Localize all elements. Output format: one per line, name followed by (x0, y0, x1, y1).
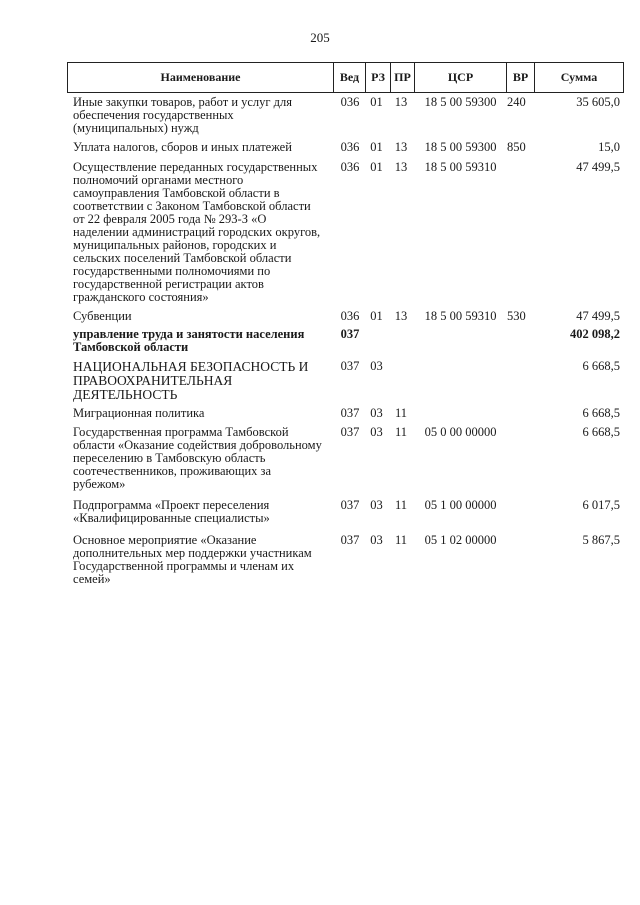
row-ved: 037 (340, 498, 360, 512)
row-pr: 11 (394, 406, 408, 420)
row-pr: 13 (394, 309, 408, 323)
row-sum: 402 098,2 (570, 327, 620, 341)
row-sum: 6 668,5 (582, 425, 620, 439)
row-vr (505, 328, 533, 354)
row-rz: 03 (370, 425, 383, 439)
row-pr: 11 (394, 533, 408, 547)
row-sum: 47 499,5 (576, 309, 620, 323)
table-row (67, 499, 624, 525)
row-sum: 35 605,0 (576, 95, 620, 109)
row-name: Осуществление переданных государственных полномочий органами местного самоуправления Тамбовской области в соответствии с Законом Тамбовской области от 22 февраля 2005 года № 293-З «О наделении администраций городских округов, муниципальных районов, городских и сельских поселений Тамбовской области государственными полномочиями по государственной регистрации актов гражданского состояния» (73, 160, 321, 304)
row-pr: 13 (394, 95, 408, 109)
row-name: Субвенции (73, 309, 132, 323)
row-name: Государственная программа Тамбовской области «Оказание содействия добровольному переселению в Тамбовскую область соотечественников, проживающих за рубежом» (73, 425, 322, 491)
row-pr: 11 (394, 425, 408, 439)
row-sum: 5 867,5 (582, 533, 620, 547)
row-ved: 037 (340, 406, 360, 420)
table-row (67, 161, 624, 304)
row-pr (389, 360, 413, 402)
header-ved: Вед (333, 63, 365, 92)
row-name: Миграционная политика (73, 406, 205, 420)
table-row (67, 141, 624, 154)
header-csr: ЦСР (414, 63, 506, 92)
row-ved: 037 (340, 533, 360, 547)
row-name: Иные закупки товаров, работ и услуг для обеспечения государственных (муниципальных) нужд (73, 95, 293, 135)
table-row (67, 310, 624, 323)
row-csr: 18 5 00 59300 (424, 95, 497, 109)
header-rz: РЗ (365, 63, 390, 92)
row-vr (505, 360, 533, 402)
page-number: 205 (310, 30, 330, 45)
table-row (67, 407, 624, 420)
row-rz: 03 (370, 359, 383, 373)
row-ved: 036 (340, 309, 360, 323)
row-ved: 037 (340, 327, 360, 341)
table-row (67, 534, 624, 586)
row-name: Уплата налогов, сборов и иных платежей (73, 140, 292, 154)
row-name: НАЦИОНАЛЬНАЯ БЕЗОПАСНОСТЬ И ПРАВООХРАНИТЕЛЬНАЯ ДЕЯТЕЛЬНОСТЬ (73, 359, 309, 402)
row-vr: 850 (507, 140, 526, 154)
header-vr: ВР (506, 63, 534, 92)
row-sum: 15,0 (598, 140, 620, 154)
row-pr: 11 (394, 498, 408, 512)
row-vr: 240 (507, 95, 526, 109)
row-pr: 13 (394, 140, 408, 154)
row-rz: 01 (370, 140, 383, 154)
header-sum: Сумма (534, 63, 623, 92)
row-pr: 13 (394, 160, 408, 174)
row-ved: 036 (340, 160, 360, 174)
row-rz: 01 (370, 309, 383, 323)
row-csr: 18 5 00 59300 (424, 140, 497, 154)
table-row (67, 328, 624, 354)
row-csr: 18 5 00 59310 (424, 160, 497, 174)
row-rz: 03 (370, 406, 383, 420)
row-sum: 6 668,5 (582, 406, 620, 420)
row-csr (413, 360, 505, 402)
row-rz (364, 328, 389, 354)
row-ved: 037 (340, 359, 360, 373)
row-vr (505, 161, 533, 304)
row-name: Основное мероприятие «Оказание дополнительных мер поддержки участникам Государственной программы и членам их семей» (73, 533, 312, 586)
table-header (67, 62, 624, 93)
row-csr (413, 407, 505, 420)
row-csr (413, 328, 505, 354)
row-ved: 037 (340, 425, 360, 439)
row-vr (505, 426, 533, 491)
row-sum: 6 017,5 (582, 498, 620, 512)
row-sum: 47 499,5 (576, 160, 620, 174)
row-pr (389, 328, 413, 354)
header-pr: ПР (390, 63, 414, 92)
row-rz: 03 (370, 533, 383, 547)
row-vr (505, 499, 533, 525)
row-csr: 05 1 02 00000 (424, 533, 497, 547)
row-csr: 05 0 00 00000 (424, 425, 497, 439)
row-name: управление труда и занятости населения Тамбовской области (73, 327, 305, 354)
table-row (67, 360, 624, 402)
row-rz: 01 (370, 95, 383, 109)
header-name: Наименование (160, 70, 241, 84)
row-csr: 18 5 00 59310 (424, 309, 497, 323)
row-name: Подпрограмма «Проект переселения «Квалифицированные специалисты» (73, 498, 270, 525)
row-vr (505, 407, 533, 420)
row-rz: 03 (370, 498, 383, 512)
table-row (67, 96, 624, 135)
row-vr (505, 534, 533, 586)
table-body (67, 96, 624, 591)
row-rz: 01 (370, 160, 383, 174)
row-ved: 036 (340, 95, 360, 109)
table-row (67, 426, 624, 491)
row-sum: 6 668,5 (582, 359, 620, 373)
row-csr: 05 1 00 00000 (424, 498, 497, 512)
row-vr: 530 (507, 309, 526, 323)
row-ved: 036 (340, 140, 360, 154)
